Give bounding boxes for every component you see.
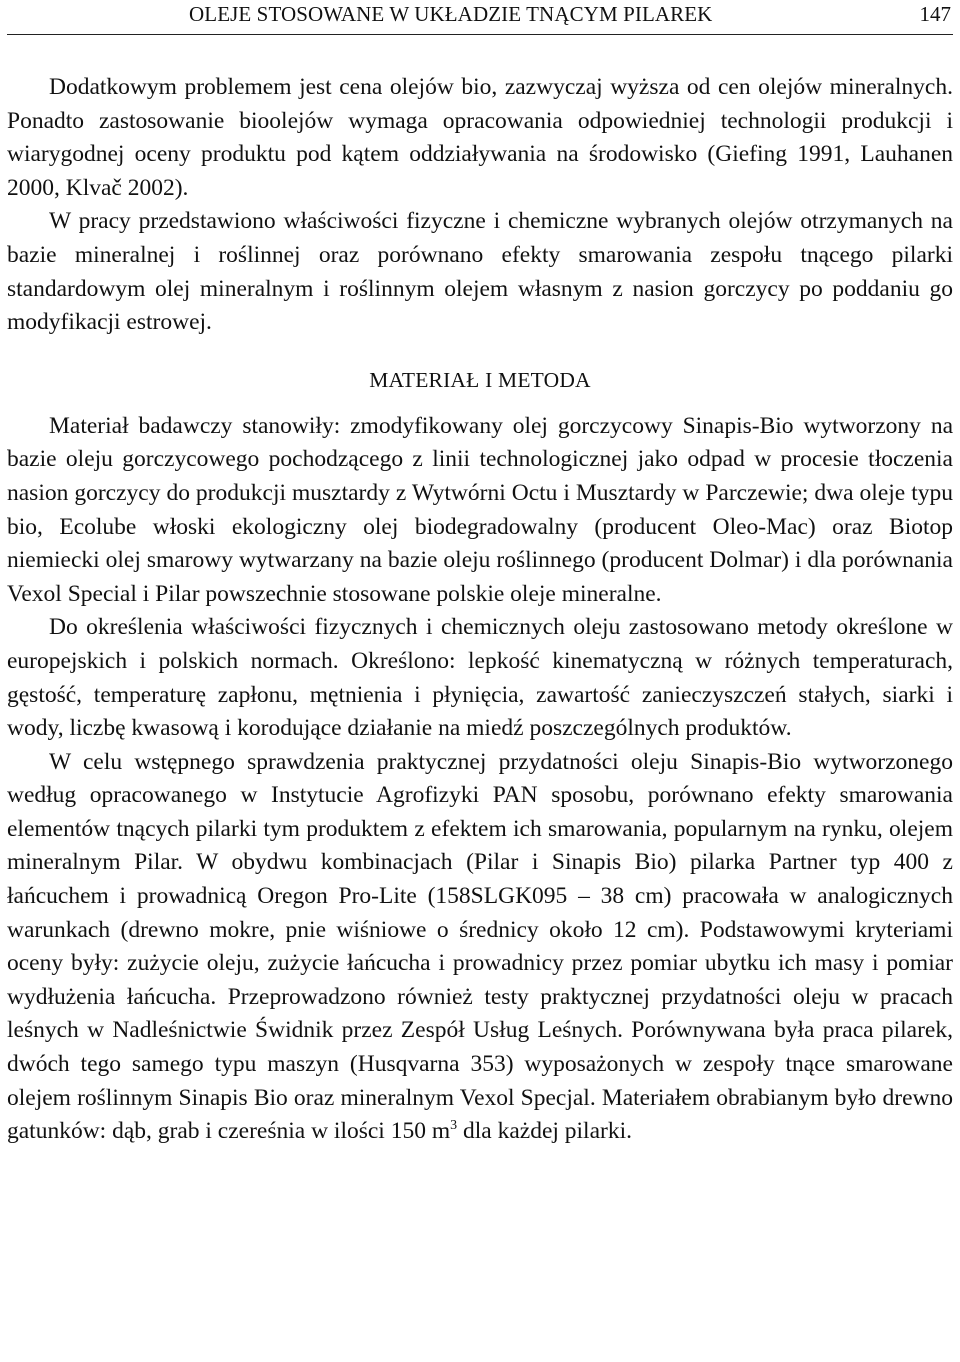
running-header: [7, 0, 953, 35]
page-number: 147: [919, 2, 951, 26]
paragraph-field-tests: [7, 746, 953, 1149]
field-tests-tail: dla każdej pilarki.: [457, 1118, 632, 1145]
paragraph-intro-scope: W pracy przedstawiono właściwości fizyczne i chemiczne wybranych olejów otrzymanych na bazie mineralnej i roślinnej oraz porównano efekty smarowania zespołu tnącego pilarki standardowym olej mineralnym i roślinnym olejem własnym z nasion gorczycy po poddaniu go modyfikacji estrowej.: [7, 208, 953, 336]
paragraph-intro-cost: Dodatkowym problemem jest cena olejów bio, zazwyczaj wyższa od cen olejów mineralnych. Ponadto zastosowanie bioolejów wymaga opracowania odpowiedniej technologii produkcji i wiarygodnej oceny produktu pod kątem oddziaływania na środowisko (Giefing 1991, Lauhanen 2000, Klvač 2002).: [7, 74, 953, 201]
document-page: [7, 0, 953, 1149]
paragraph-materials: Materiał badawczy stanowiły: zmodyfikowany olej gorczycowy Sinapis-Bio wytworzony na bazie oleju gorczycowego pochodzącego z linii technologicznej jako odpad w procesie tłoczenia nasion gorczycy do produkcji musztardy z Wytwórni Octu i Musztardy w Parczewie; dwa oleje typu bio, Ecolube włoski ekologiczny olej biodegradowalny (producent Oleo-Mac) oraz Biotop niemiecki olej smarowy wytwarzany na bazie oleju roślinnego (producent Dolmar) i dla porównania Vexol Special i Pilar powszechnie stosowane polskie oleje mineralne.: [7, 412, 953, 607]
paragraph-methods: Do określenia właściwości fizycznych i chemicznych oleju zastosowano metody określone w europejskich i polskich normach. Określono: lepkość kinematyczną w różnych temperaturach, gęstość, temperaturę zapłonu, mętnienia i płynięcia, zawartość zanieczyszczeń stałych, siarki i wody, liczbę kwasową i korodujące działanie na miedź poszczególnych produktów.: [7, 614, 953, 742]
body-text: [7, 71, 953, 1149]
running-title: OLEJE STOSOWANE W UKŁADZIE TNĄCYM PILAREK: [189, 2, 713, 26]
section-heading: MATERIAŁ I METODA: [369, 367, 591, 392]
field-tests-text: W celu wstępnego sprawdzenia praktycznej przydatności oleju Sinapis-Bio wytworzonego według opracowanego w Instytucie Agrofizyki PAN sposobu, porównano efekty smarowania elementów tnących pilarki tym produktem z efektem ich smarowania, popularnym na rynku, olejem mineralnym Pilar. W obydwu kombinacjach (Pilar i Sinapis Bio) pilarka Partner typ 400 z łańcuchem i prowadnicą Oregon Pro-Lite (158SLGK095 – 38 cm) pracowała w analogicznych warunkach (drewno mokre, pnie wiśniowe o średnicy około 12 cm). Podstawowymi kryteriami oceny były: zużycie oleju, zużycie łańcucha i prowadnicy przez pomiar ubytku ich masy i pomiar wydłużenia łańcucha. Przeprowadzono również testy praktycznej przydatności oleju w pracach leśnych w Nadleśnictwie Świdnik przez Zespół Usług Leśnych. Porównywana była praca pilarek, dwóch tego samego typu maszyn (Husqvarna 353) wyposażonych w zespoły tnące smarowane olejem roślinnym Sinapis Bio oraz mineralnym Vexol Specjal. Materiałem obrabianym było drewno gatunków: dąb, grab i czereśnia w ilości 150 m: [7, 748, 953, 1145]
cubic-superscript: 3: [450, 1118, 458, 1134]
